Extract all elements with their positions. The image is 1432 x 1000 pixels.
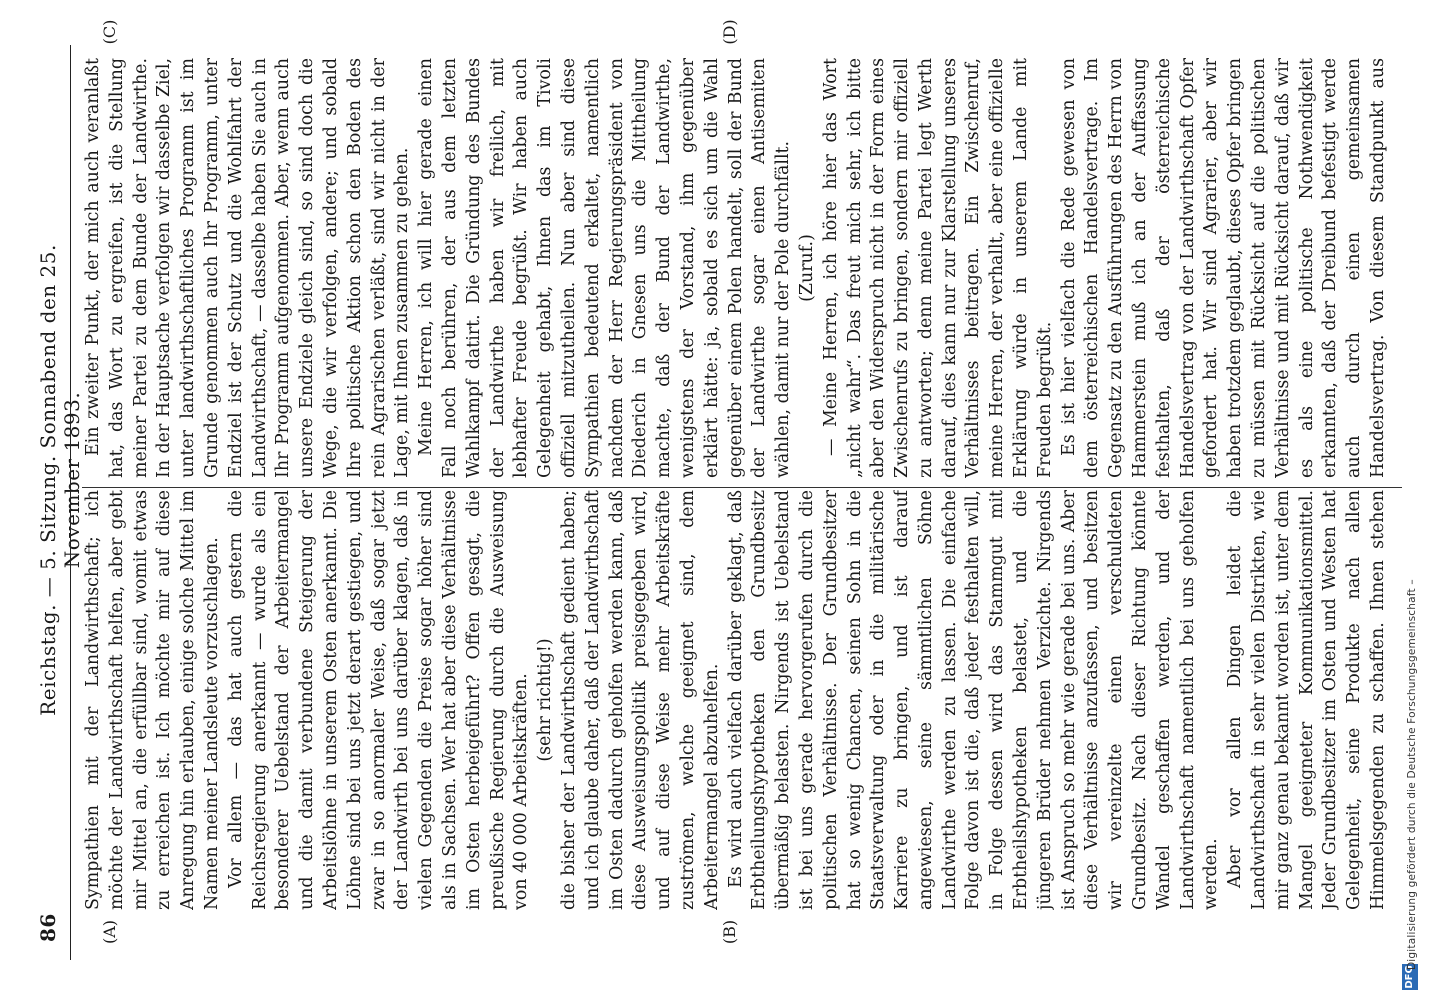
margin-marker-b: (B) bbox=[720, 919, 739, 945]
right-paragraph-4: — Meine Herren, ich höre hier das Wort „nicht wahr“. Das freut mich sehr, ich bitte aber den Widerspruch nicht in der Form eines Zwischenrufs zu bringen, sondern mir offiziell zu antworten; denn meine Partei legt Werth darauf, dies kann nur zur Klarstellung unseres Verhältnisses beitragen. Ein Zwischenruf, meine Herren, der verhallt, aber eine offizielle Erklärung würde in unserem Lande mit Freuden begrüßt. bbox=[820, 58, 1055, 478]
left-interjection-1: (sehr richtig!) bbox=[535, 638, 556, 762]
right-paragraph-1: Ein zweiter Punkt, der mich auch veranlaßt hat, das Wort zu ergreifen, ist die Stellung meiner Partei zu dem Bunde der Landwirthe. In der Hauptsache verfolgen wir dasselbe Ziel, unter landwirthschaftliches Programm ist im Grunde genommen auch Ihr Programm, unter Endziel ist der Schutz und die Wohlfahrt der Landwirthschaft, — dasselbe haben Sie auch in Ihr Programm aufgenommen. Aber, wenn auch unsere Endziele gleich sind, so sind doch die Wege, die wir verfolgen, andere; und sobald Ihre politische Aktion schon den Boden des rein Agrarischen verläßt, sind wir nicht in der Lage, mit Ihnen zusammen zu gehen. bbox=[83, 58, 413, 478]
digitization-footer bbox=[1396, 0, 1432, 1000]
right-interjection-1: (Zuruf.) bbox=[796, 234, 817, 302]
left-paragraph-4: die bisher der Landwirthschaft gedient haben; und ich glaube daher, daß der Landwirthschaft im Osten dadurch geholfen werden kann, daß diese Ausweisungspolitik preisgegeben wird, und auf diese Weise mehr Arbeitskräfte zuströmen, welche geeignet sind, dem Arbeitermangel abzuhelfen. bbox=[558, 490, 722, 910]
left-paragraph-6: Aber vor allen Dingen leidet die Landwirthschaft in sehr vielen Distrikten, wie mir ganz genau bekannt worden ist, unter dem Mangel geeigneter Kommunikationsmittel. Jeder Grundbesitzer im Osten und Westen hat Gelegenheit, seine Produkte nach allen Himmelsgegenden zu schaffen. Ihnen stehen bbox=[1225, 490, 1389, 910]
right-paragraph-5: Es ist hier vielfach die Rede gewesen von dem österreichischen Handelsvertrage. Im Gegensatz zu den Ausführungen des Herrn von Hammerstein muß ich an der Auffassung festhalten, daß der österreichische Handelsvertrag von der Landwirthschaft Opfer gefordert hat. Wir sind Agrarier, aber wir haben trotzdem geglaubt, dieses Opfer bringen zu müssen mit Rücksicht auf die politischen Verhältnisse und mit Rücksicht darauf, daß wir es als eine politische Nothwendigkeit erkannten, daß der Dreibund befestigt werde auch durch einen gemeinsamen Handelsvertrag. Von diesem Standpunkt aus bbox=[1058, 58, 1389, 478]
page-number: 86 bbox=[36, 913, 60, 942]
column-divider bbox=[82, 487, 1402, 488]
digitization-credit: Digitalisierung gefördert durch die Deutsche Forschungsgemeinschaft – bbox=[1406, 579, 1418, 970]
left-paragraph-2: Vor allem — das hat auch gestern die Reichsregierung anerkannt — wurde als ein besonderer Uebelstand der Arbeitermangel und die damit verbundene Steigerung der Arbeitslöhne in unserem Osten anerkannt. Die Löhne sind bei uns jetzt derart gestiegen, und zwar in so anormaler Weise, daß sogar jetzt der Landwirth bei uns darüber klagen, daß in vielen Gegenden die Preise sogar höher sind als in Sachsen. Wer hat aber diese Verhältnisse im Osten herbeigeführt? Offen gesagt, die preußische Regierung durch die Ausweisung von 40 000 Arbeitskräften. bbox=[225, 490, 532, 910]
page-header bbox=[36, 40, 84, 960]
margin-marker-a: (A) bbox=[100, 919, 119, 945]
left-paragraph-5: Es wird auch vielfach darüber geklagt, daß Erbtheilungshypotheken den Grundbesitz übermäßig belasten. Nirgends ist Uebelstand ist bei uns gerade hervorgerufen durch die politischen Verhältnisse. Der Grundbesitzer hat so wenig Chancen, seinen Sohn in die Staatsverwaltung oder in die militärische Karriere zu bringen, und ist darauf angewiesen, seine sämmtlichen Söhne Landwirthe werden zu lassen. Die einfache Folge davon ist die, daß jeder festhalten will, in Folge dessen wird das Stammgut mit Erbtheilshypotheken belastet, und die jüngeren Brüder nehmen Verzichte. Nirgends ist Anspruch so mehr wie gerade bei uns. Aber diese Verhältnisse anzufassen, und besitzen wir vereinzelte einen verschuldeten Grundbesitz. Nach dieser Richtung könnte Wandel geschaffen werden, und der Landwirthschaft namentlich bei uns geholfen werden. bbox=[725, 490, 1222, 910]
right-column bbox=[82, 58, 1392, 478]
margin-marker-c: (C) bbox=[100, 19, 119, 45]
left-column bbox=[82, 490, 1392, 910]
margin-marker-d: (D) bbox=[720, 19, 739, 45]
header-rule bbox=[70, 45, 71, 960]
right-paragraph-2: Meine Herren, ich will hier gerade einen Fall noch berühren, der aus dem letzten Wahlkampf datirt. Die Gründung des Bundes der Landwirthe haben wir freilich, mit lebhafter Freude begrüßt. Wir haben auch Gelegenheit gehabt, Ihnen das im Tivoli offiziell mitzutheilen. Nun aber sind diese Sympathien bedeutend erkaltet, namentlich nachdem der Herr Regierungspräsident von Diederich in Gnesen uns die Mittheilung machte, daß der Bund der Landwirthe, wenigstens der Vorstand, ihm gegenüber erklärt hätte: ja, sobald es sich um die Wahl gegenüber einem Polen handelt, soll der Bund der Landwirthe sogar einen Antisemiten wählen, damit nur der Pole durchfällt. bbox=[416, 58, 794, 478]
dfg-logo: DFG bbox=[1402, 964, 1418, 990]
running-title: Reichstag. — 5. Sitzung. Sonnabend den 25. November 1893. bbox=[36, 244, 84, 716]
left-paragraph-1: Sympathien mit der Landwirthschaft; ich möchte der Landwirthschaft helfen, aber gebt mir Mittel an, die erfüllbar sind, womit etwas zu erreichen ist. Ich möchte mir auf diese Anregung hin erlauben, einige solche Mittel im Namen meiner Landsleute vorzuschlagen. bbox=[83, 490, 222, 910]
